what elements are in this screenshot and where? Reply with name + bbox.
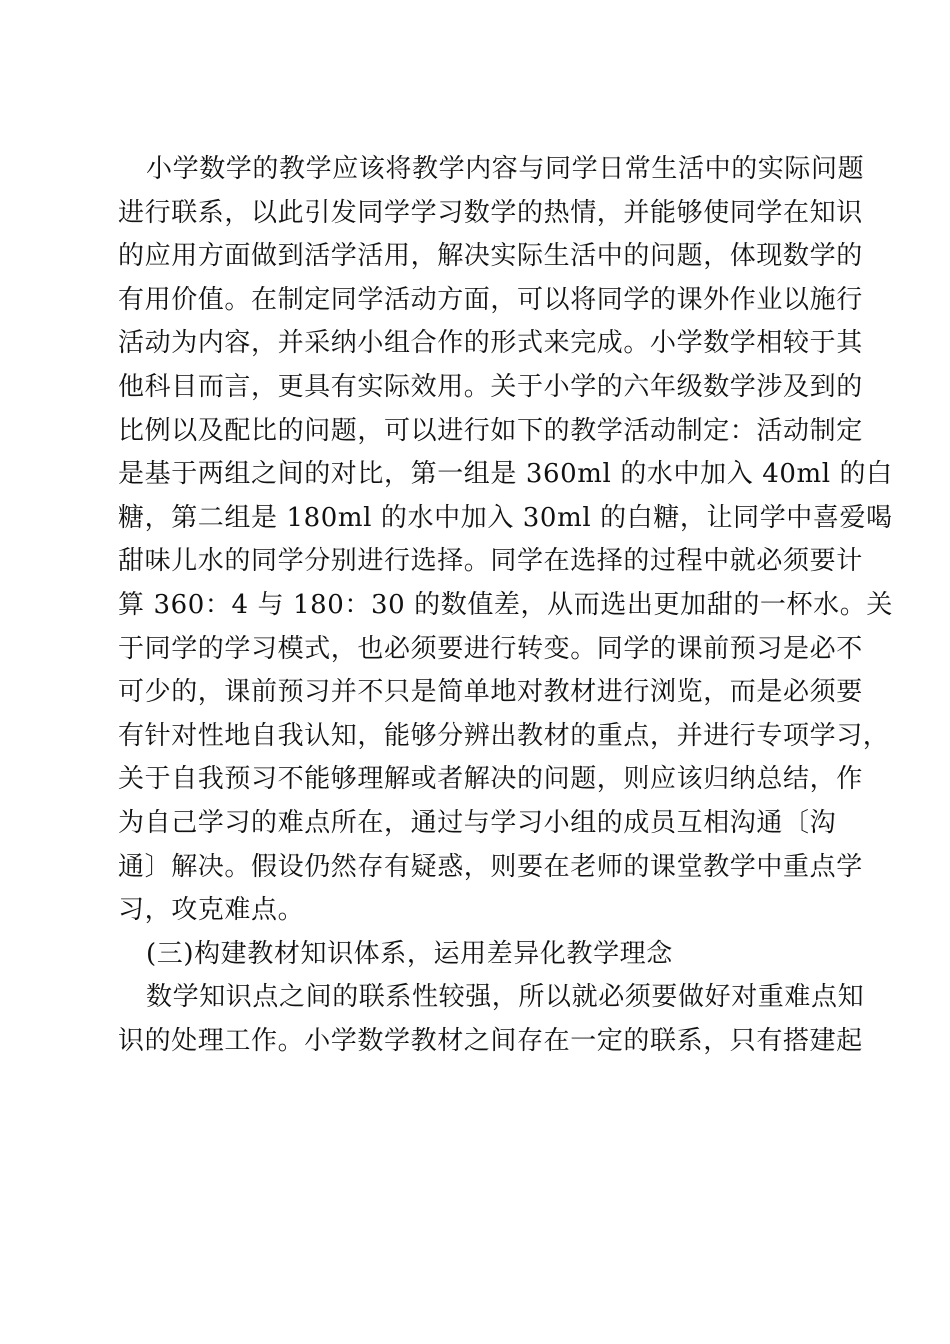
paragraph-line: 可少的，课前预习并不只是简单地对教材进行浏览，而是必须要 (118, 677, 863, 708)
paragraph-line: 习，攻克难点。 (118, 895, 305, 926)
section-heading: (三)构建教材知识体系，运用差异化教学理念 (146, 938, 673, 969)
paragraph-line: 有针对性地自我认知，能够分辨出教材的重点，并进行专项学习， (118, 720, 890, 751)
paragraph-line: 活动为内容，并采纳小组合作的形式来完成。小学数学相较于其 (118, 328, 863, 359)
paragraph-line: 的应用方面做到活学活用，解决实际生活中的问题，体现数学的 (118, 241, 863, 272)
document-body (118, 148, 893, 1063)
paragraph-line: 识的处理工作。小学数学教材之间存在一定的联系，只有搭建起 (118, 1025, 863, 1056)
paragraph-line: 关于自我预习不能够理解或者解决的问题，则应该归纳总结，作 (118, 764, 863, 795)
paragraph-line: 算 360：4 与 180：30 的数值差，从而选出更加甜的一杯水。关 (118, 589, 893, 620)
paragraph-line: 他科目而言，更具有实际效用。关于小学的六年级数学涉及到的 (118, 371, 863, 402)
paragraph-line: 于同学的学习模式，也必须要进行转变。同学的课前预习是必不 (118, 633, 863, 664)
paragraph-line: 数学知识点之间的联系性较强，所以就必须要做好对重难点知 (146, 982, 865, 1013)
paragraph-line: 是基于两组之间的对比，第一组是 360ml 的水中加入 40ml 的白 (118, 459, 893, 490)
paragraph-line: 小学数学的教学应该将教学内容与同学日常生活中的实际问题 (146, 154, 865, 184)
paragraph-line: 有用价值。在制定同学活动方面，可以将同学的课外作业以施行 (118, 284, 863, 315)
paragraph-line: 甜味儿水的同学分别进行选择。同学在选择的过程中就必须要计 (118, 546, 863, 577)
paragraph-line: 进行联系，以此引发同学学习数学的热情，并能够使同学在知识 (118, 197, 863, 228)
paragraph-line: 为自己学习的难点所在，通过与学习小组的成员互相沟通〔沟 (118, 807, 837, 838)
paragraph-line: 比例以及配比的问题，可以进行如下的教学活动制定：活动制定 (118, 415, 863, 446)
paragraph-line: 糖，第二组是 180ml 的水中加入 30ml 的白糖，让同学中喜爱喝 (118, 502, 893, 533)
paragraph-line: 通〕解决。假设仍然存有疑惑，则要在老师的课堂教学中重点学 (118, 851, 863, 882)
